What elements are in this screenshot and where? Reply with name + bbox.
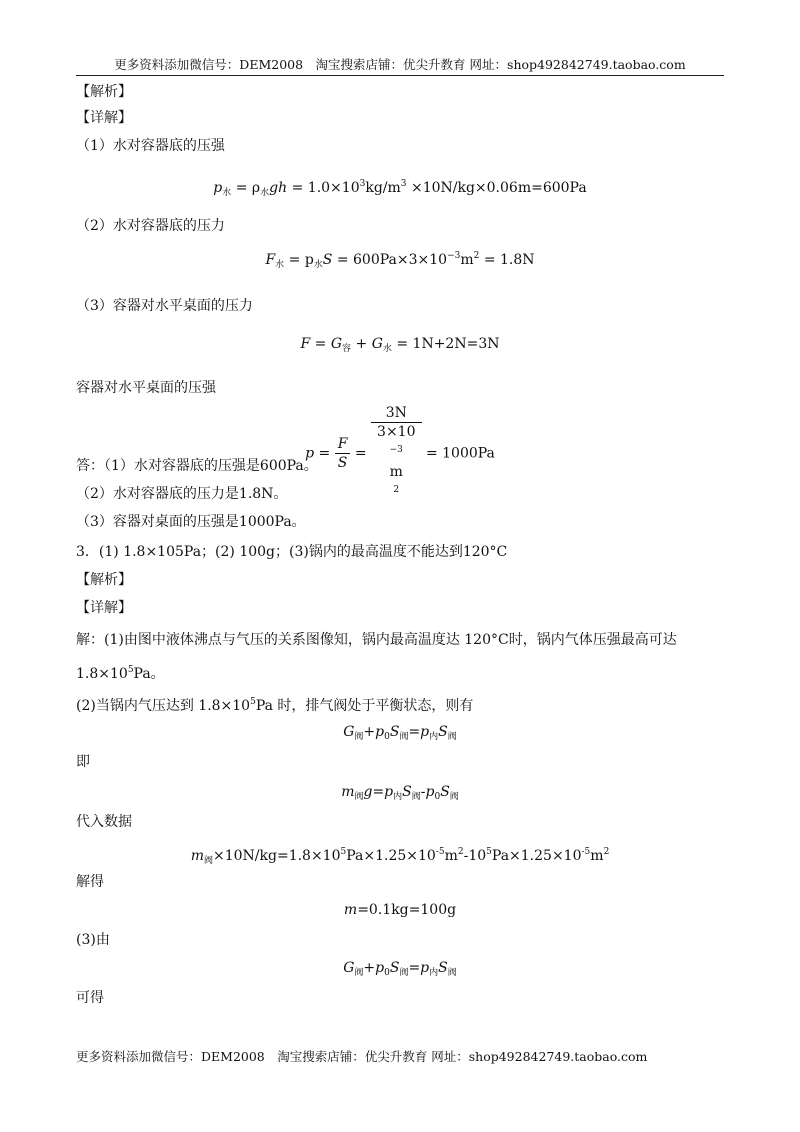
solve-label: 解得	[76, 874, 104, 890]
answer-3: （3）容器对桌面的压强是1000Pa。	[76, 514, 306, 530]
detail-heading-2: 【详解】	[76, 600, 132, 616]
equation-table-pressure: p = $\frac{F}{S}$ = 3N 3×10 $^{-3}$ m $^2$ = 1000Pa	[305, 405, 495, 495]
step-1-label: （1）水对容器底的压强	[76, 138, 225, 154]
analysis-heading: 【解析】	[76, 84, 132, 100]
solution-part-1: 解：(1)由图中液体沸点与气压的关系图像知，锅内最高温度达 120°C时，锅内气体压强最高可达	[76, 632, 677, 648]
step-3-label: （3）容器对水平桌面的压力	[76, 298, 253, 314]
equation-mass-result: m=0.1kg=100g	[343, 902, 457, 918]
solution-part-1-cont: $1.8\times 10^5Pa$。	[76, 665, 165, 682]
equation-table-force: $F = G_容 + G_水 = 1N+2N=3N$	[300, 336, 500, 354]
thus-label: 可得	[76, 990, 104, 1006]
page-header: 更多资料添加微信号：DEM2008 淘宝搜索店铺：优尖升教育 网址：shop492842749.taobao.com	[76, 56, 724, 76]
detail-heading: 【详解】	[76, 110, 132, 126]
equation-valve-mass: $m_阀g=p_内S_阀-p_0S_阀$	[341, 784, 459, 802]
equation-substitution: $m_阀\times 10N/kg=1.8\times 10^5Pa\times 1.25\times 10^{-5}m^2-10^5Pa\times 1.25\times 10^{-5}m^2$	[190, 847, 610, 866]
equation-valve-balance-2: $G_阀+p_0S_阀=p_内S_阀$	[343, 960, 457, 978]
equation-water-pressure: $p_水 = \rho_水gh = 1.0\times 10^3kg/m^3 \times 10N/kg\times 0.06m=600Pa$	[213, 179, 587, 198]
equation-valve-balance: $G_阀+p_0S_阀=p_内S_阀$	[343, 724, 457, 742]
step-2-label: （2）水对容器底的压力	[76, 218, 225, 234]
substitute-label: 代入数据	[76, 814, 132, 830]
step-4-label: 容器对水平桌面的压强	[76, 380, 216, 396]
answer-2: （2）水对容器底的压力是1.8N。	[76, 486, 288, 502]
answer-1: 答：（1）水对容器底的压强是600Pa。	[76, 458, 318, 474]
page-footer: 更多资料添加微信号：DEM2008 淘宝搜索店铺：优尖升教育 网址：shop492842749.taobao.com	[76, 1049, 648, 1064]
solution-part-2: (2)当锅内气压达到 $1.8\times 10^5Pa$ 时，排气阀处于平衡状态，则有	[76, 697, 474, 714]
question-3-answer: 3．(1) 1.8×105Pa；(2) 100g；(3)锅内的最高温度不能达到120°C	[76, 544, 508, 560]
solution-part-3: (3)由	[76, 932, 110, 948]
equation-water-force: $F_水 = p_水S = 600Pa\times 3\times 10^{-3}m^2 = 1.8N$	[265, 251, 535, 270]
ji-label: 即	[76, 754, 90, 770]
analysis-heading-2: 【解析】	[76, 572, 132, 588]
